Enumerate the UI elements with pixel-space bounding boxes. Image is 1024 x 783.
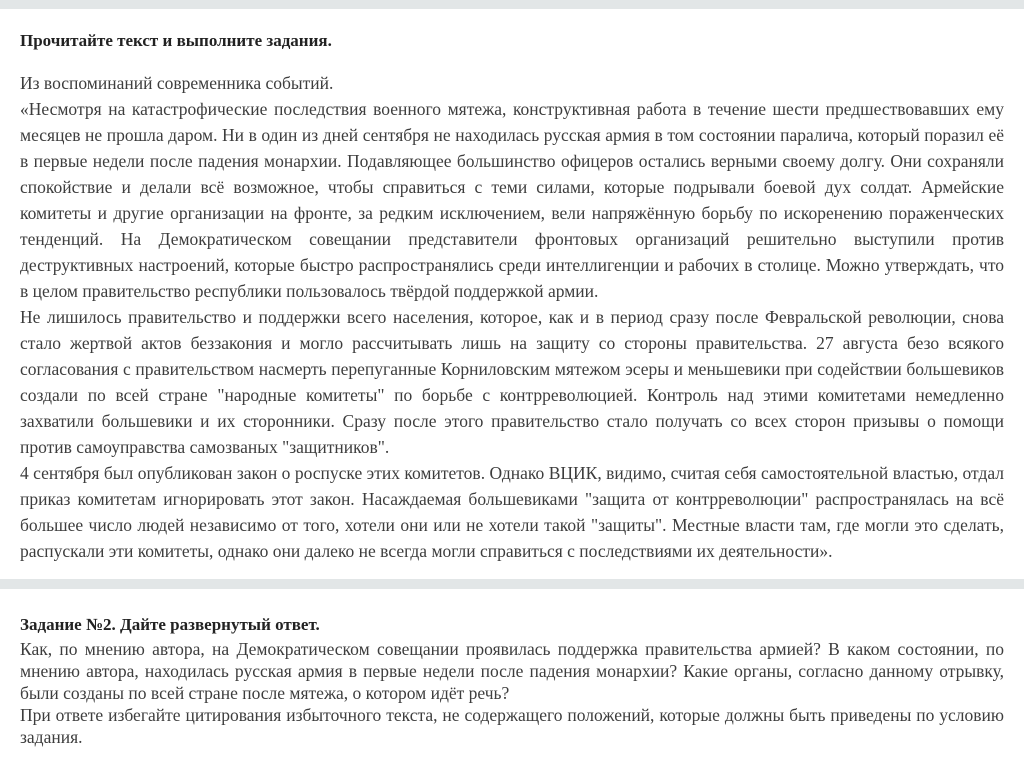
top-divider-band xyxy=(0,0,1024,9)
reading-paragraph-2: Не лишилось правительство и поддержки всего населения, которое, как и в период сразу после Февральской революции, снова стало жертвой актов беззакония и могло рассчитывать лишь на защиту со стороны правительства. 27 августа безо всякого согласования с правительством насмерть перепуганные Корниловским мятежом эсеры и меньшевики при содействии большевиков создали по всей стране "народные комитеты" по борьбе с контрреволюцией. Контроль над этими комитетами немедленно захватили большевики и их сторонники. Сразу после этого правительство стало получать со всех сторон призывы о помощи против самоуправства самозваных "защитников". xyxy=(20,307,1004,457)
task-note-paragraph: При ответе избегайте цитирования избыточного текста, не содержащего положений, которые должны быть приведены по условию задания. xyxy=(20,705,1004,747)
reading-section xyxy=(0,28,1024,564)
task-title: Задание №2. Дайте развернутый ответ. xyxy=(20,615,320,634)
reading-paragraph-1: «Несмотря на катастрофические последствия военного мятежа, конструктивная работа в течение шести предшествовавших ему месяцев не прошла даром. Ни в один из дней сентября не находилась русская армия в том состоянии паралича, который поразил её в первые недели после падения монархии. Подавляющее большинство офицеров остались верными своему долгу. Они сохраняли спокойствие и делали всё возможное, чтобы справиться с теми силами, которые подрывали боевой дух солдат. Армейские комитеты и другие организации на фронте, за редким исключением, вели напряжённую борьбу по искоренению пораженческих тенденций. На Демократическом совещании представители фронтовых организаций решительно выступили против деструктивных настроений, которые быстро распространялись среди интеллигенции и рабочих в столице. Можно утверждать, что в целом правительство республики пользовалось твёрдой поддержкой армии. xyxy=(20,99,1004,301)
source-attribution: Из воспоминаний современника событий. xyxy=(20,73,334,93)
reading-paragraph-3: 4 сентября был опубликован закон о роспуске этих комитетов. Однако ВЦИК, видимо, считая себя самостоятельной властью, отдал приказ комитетам игнорировать этот закон. Насаждаемая большевиками "защита от контрреволюции" распространялась на всё большее число людей независимо от того, хотели они или не хотели такой "защиты". Местные власти там, где могли это сделать, распускали эти комитеты, однако они далеко не всегда могли справиться с последствиями их деятельности». xyxy=(20,463,1004,561)
section-divider-band xyxy=(0,579,1024,589)
instruction-title: Прочитайте текст и выполните задания. xyxy=(20,31,332,50)
task-section xyxy=(0,612,1024,748)
task-question-paragraph: Как, по мнению автора, на Демократическом совещании проявилась поддержка правительства армией? В каком состоянии, по мнению автора, находилась русская армия в первые недели после падения монархии? Какие органы, согласно данному отрывку, были созданы по всей стране после мятежа, о котором идёт речь? xyxy=(20,639,1004,703)
